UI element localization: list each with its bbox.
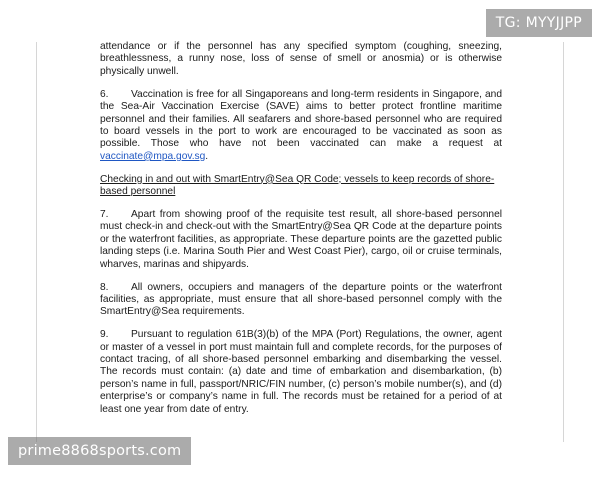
paragraph-continued [100, 41, 502, 78]
paragraph-7-text: Apart from showing proof of the requisite test result, all shore-based personnel must check-in and check-out with the SmartEntry@Sea QR Code at the departure points or the waterfront facilities, as appropriate. These departure points are the gazetted public landing steps (i.e. Marina South Pier and West Coast Pier), cargo, oil or cruise terminals, wharves, marinas and shipyards. [100, 208, 502, 270]
paragraph-6-text: Vaccination is free for all Singaporeans and long-term residents in Singapore, and the Sea-Air Vaccination Exercise (SAVE) aims to better protect frontline maritime personnel and their families. All seafarers and shore-based personnel who are required to board vessels in the port to work are encouraged to be vaccinated as soon as possible. Those who have not been vaccinated can make a request at [100, 88, 502, 150]
paragraph-8-number: 8. [100, 281, 109, 293]
paragraph-6 [100, 89, 502, 163]
paragraph-9-text: Pursuant to regulation 61B(3)(b) of the MPA (Port) Regulations, the owner, agent or master of a vessel in port must maintain full and complete records, for the purposes of contact tracing, of all shore-based personnel embarking and disembarking the vessel. The records must contain: (a) date and time of embarkation and disembarkation, (b) person’s name in full, passport/NRIC/FIN number, (c) person’s mobile number(s), and (d) enterprise’s or company’s name in full. The records must be retained for a period of at least one year from date of entry. [100, 329, 502, 415]
section-heading: Checking in and out with SmartEntry@Sea QR Code; vessels to keep records of shore-based personnel [100, 173, 495, 198]
paragraph-7-number: 7. [100, 208, 109, 220]
document-body [100, 41, 502, 427]
paragraph-continued-text: attendance or if the personnel has any specified symptom (coughing, sneezing, breathlessness, a runny nose, loss of sense of smell or anosmia) or is otherwise physically unwell. [100, 41, 502, 77]
page-border-left [36, 42, 37, 442]
paragraph-6-end: . [205, 150, 209, 162]
telegram-watermark: TG: MYYJJPP [486, 9, 592, 37]
vaccinate-email-link[interactable]: vaccinate@mpa.gov.sg [100, 150, 206, 162]
paragraph-7 [100, 209, 502, 271]
paragraph-9 [100, 329, 502, 416]
paragraph-9-number: 9. [100, 329, 109, 341]
paragraph-6-number: 6. [100, 88, 109, 100]
site-watermark: prime8868sports.com [8, 437, 191, 465]
paragraph-8 [100, 282, 502, 319]
paragraph-8-text: All owners, occupiers and managers of the departure points or the waterfront facilities, as appropriate, must ensure that all shore-based personnel comply with the SmartEntry@Sea requirements. [100, 281, 502, 318]
page-border-right [563, 42, 564, 442]
